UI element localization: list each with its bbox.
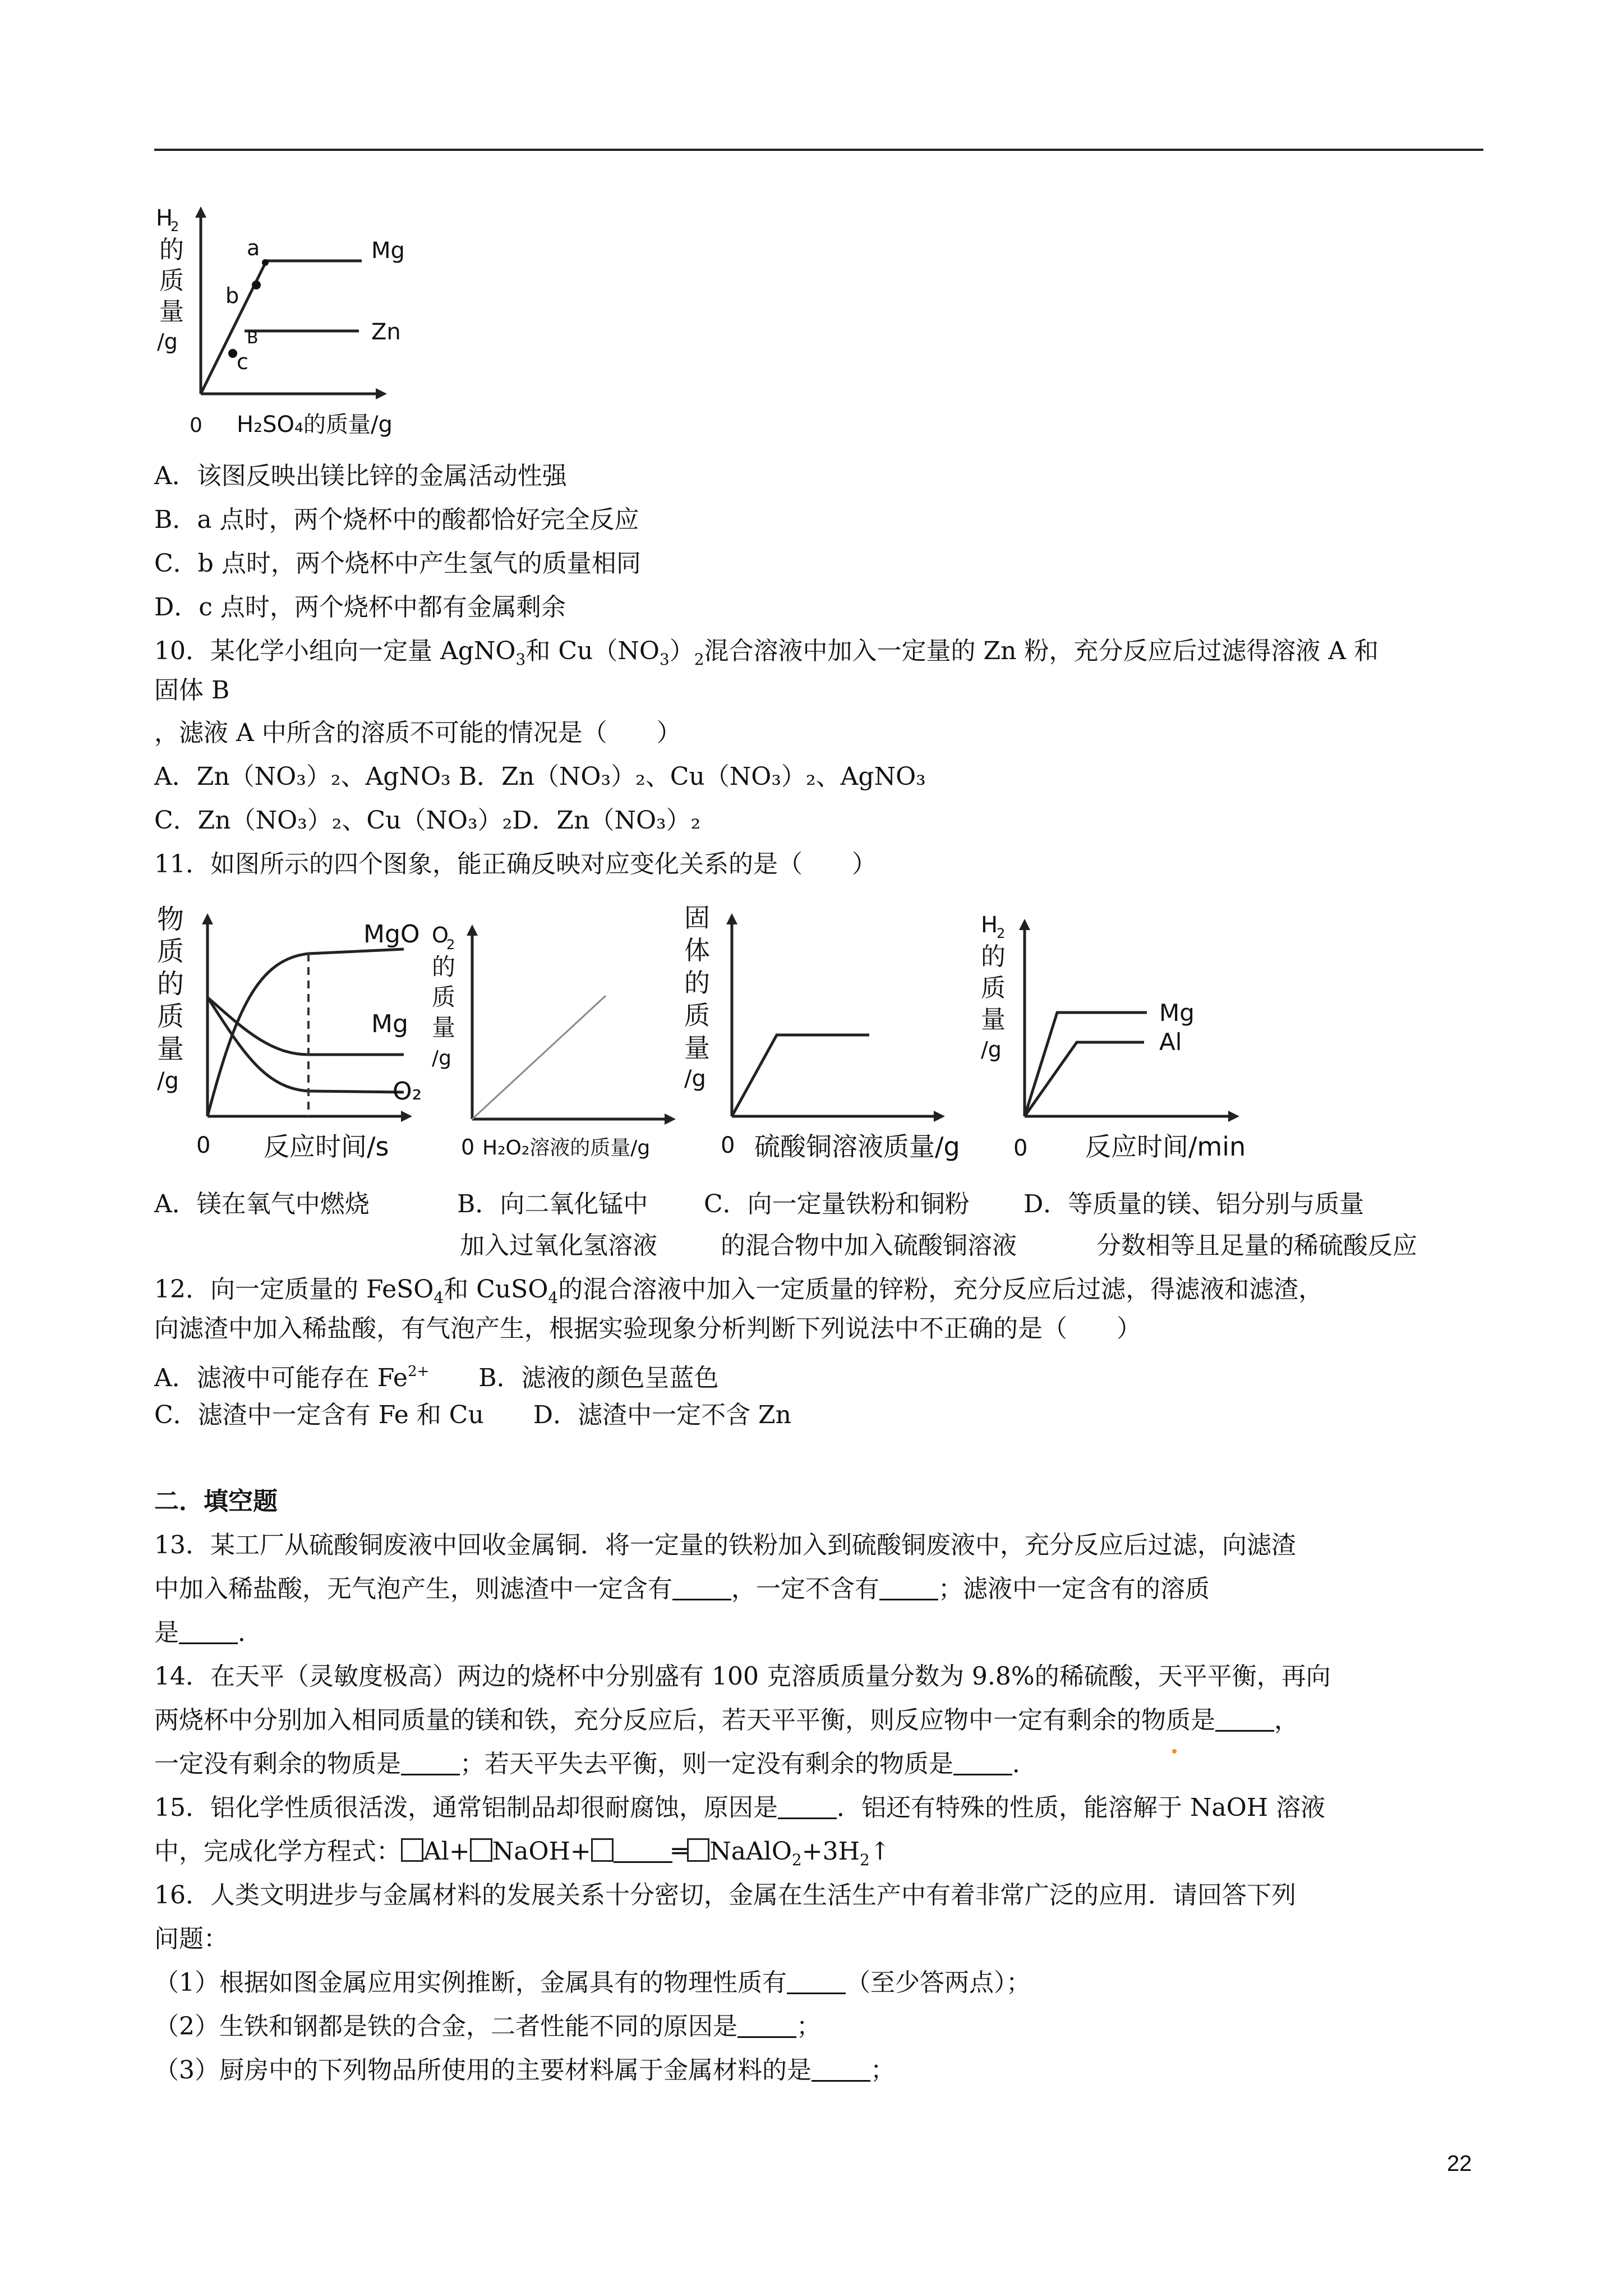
q12-option-c[interactable]: C．滤渣中一定含有 Fe 和 Cu (154, 1401, 484, 1429)
g1-origin: 0 (190, 414, 202, 437)
q10-stem-line1: 10．某化学小组向一定量 AgNO$_3$和 $Cu(NO_3)_2$混合溶液中加入一定量的 Zn 粉，充分反应后过滤得溶液 A 和 (154, 637, 1379, 669)
q15-blank-2[interactable] (614, 1839, 672, 1863)
q11b-ylabel-2: 的 (432, 953, 456, 981)
q11a-origin: 0 (196, 1133, 211, 1158)
q11c-ylabel-4: 量 (684, 1033, 710, 1063)
q11a-ylabel-1: 质 (157, 936, 185, 967)
q11d-xlabel: 反应时间/min (1085, 1131, 1246, 1162)
header-rule (154, 149, 1483, 151)
q11b-ylabel-1: 2 (446, 937, 455, 953)
q11b-xlabel: H₂O₂溶液的质量/g (482, 1137, 651, 1159)
q11-stem: 11．如图所示的四个图象，能正确反映对应变化关系的是（ ） (154, 850, 877, 878)
q11-option-d-line1[interactable]: D．等质量的镁、铝分别与质量 (1023, 1190, 1364, 1218)
q10-option-b[interactable]: B．Zn（NO₃）₂、Cu（NO₃）₂、AgNO₃ (458, 762, 926, 791)
q14-blank-2[interactable] (401, 1751, 460, 1775)
q11c-ylabel-1: 体 (684, 935, 710, 965)
q11-option-a[interactable]: A．镁在氧气中燃烧 (154, 1190, 370, 1218)
q11c-ylabel-3: 质 (684, 1000, 710, 1030)
q16-blank-1[interactable] (787, 1970, 846, 1994)
q11-graph-b (426, 920, 690, 1167)
q10-options-cd (154, 804, 700, 837)
q12-options-ab (154, 1355, 719, 1395)
q12-option-d[interactable]: D．滤渣中一定不含 Zn (533, 1401, 791, 1429)
q11c-origin: 0 (721, 1133, 735, 1158)
q9-option-b[interactable]: B．a 点时，两个烧杯中的酸都恰好完全反应 (154, 505, 639, 534)
q11a-ylabel-2: 的 (157, 968, 185, 1000)
q11a-ylabel-4: 量 (157, 1033, 185, 1065)
q12-option-b[interactable]: B．滤液的颜色呈蓝色 (478, 1364, 719, 1392)
q11a-ylabel-5: /g (157, 1068, 179, 1094)
q16-line2: 问题： (154, 1925, 228, 1953)
q11a-series-mg: Mg (371, 1010, 408, 1038)
q16-sub3: （3）厨房中的下列物品所使用的主要材料属于金属材料的是 ； (154, 2056, 895, 2085)
g1-ylabel-h: H (156, 205, 173, 231)
q11b-ylabel-5: /g (432, 1047, 451, 1070)
q13-blank-3[interactable] (179, 1620, 238, 1644)
q11-graph-a (151, 898, 465, 1167)
q15-line1: 15．铝化学性质很活泼，通常铝制品却很耐腐蚀，原因是 ．铝还有特殊的性质，能溶解于 NaOH 溶液 (154, 1793, 1326, 1822)
q11c-xlabel: 硫酸铜溶液质量/g (754, 1131, 960, 1162)
g1-point-b: b (225, 283, 239, 308)
q11-graph-c (679, 898, 981, 1167)
q11a-ylabel-0: 物 (157, 904, 185, 935)
g1-point-B: B (247, 328, 259, 348)
q11a-series-mgo: MgO (363, 920, 420, 949)
q16-sub2: （2）生铁和钢都是铁的合金，二者性能不同的原因是 ； (154, 2012, 821, 2041)
q9-option-d[interactable]: D．c 点时，两个烧杯中都有金属剩余 (154, 593, 566, 622)
q13-line2: 中加入稀盐酸，无气泡产生，则滤渣中一定含有 ，一定不含有 ；滤液中一定含有的溶质 (154, 1575, 1210, 1603)
g1-point-a: a (247, 236, 260, 260)
q11d-ylabel-1: 2 (997, 926, 1006, 941)
q15-blank-1[interactable] (778, 1795, 837, 1819)
q11b-ylabel-3: 质 (432, 983, 456, 1011)
q14-line3: 一定没有剩余的物质是 ；若天平失去平衡，则一定没有剩余的物质是 ． (154, 1750, 1037, 1778)
q15-coef-box-2[interactable] (470, 1838, 492, 1862)
q14-blank-1[interactable] (1215, 1708, 1274, 1732)
orange-mark (1172, 1749, 1177, 1754)
q11c-ylabel-2: 的 (684, 968, 710, 998)
q11d-origin: 0 (1013, 1135, 1028, 1161)
q11a-ylabel-3: 质 (157, 1001, 185, 1032)
q11-option-d-line2: 分数相等且足量的稀硫酸反应 (1096, 1231, 1417, 1260)
q15-coef-box-3[interactable] (591, 1838, 614, 1862)
q11d-series-al: Al (1159, 1028, 1182, 1056)
q11b-ylabel-4: 量 (432, 1014, 456, 1041)
q16-blank-3[interactable] (811, 2058, 870, 2082)
q11-option-c-line1[interactable]: C．向一定量铁粉和铜粉 (704, 1190, 970, 1218)
q11-option-c-line2: 的混合物中加入硫酸铜溶液 (721, 1231, 1017, 1260)
q9-option-a[interactable]: A．该图反映出镁比锌的金属活动性强 (154, 462, 567, 490)
q11c-ylabel-5: /g (684, 1066, 706, 1092)
q10-stem-line2: 固体 B (154, 676, 230, 705)
q15-line2: 中，完成化学方程式： Al+ NaOH+ ═ $NaAlO_2+3H_2↑$ (154, 1837, 891, 1869)
q12-stem-line2: 向滤渣中加入稀盐酸，有气泡产生，根据实验现象分析判断下列说法中不正确的是（ ） (154, 1314, 1141, 1343)
q11d-series-mg: Mg (1159, 999, 1195, 1027)
q11c-ylabel-0: 固 (684, 903, 710, 933)
q12-stem-line1: 12．向一定质量的 FeSO$_4$和 CuSO$_4$的混合溶液中加入一定质量的锌粉，充分反应后过滤，得滤液和滤渣， (154, 1275, 1324, 1307)
q11d-ylabel-3: 质 (981, 974, 1006, 1002)
q11d-ylabel-4: 量 (981, 1005, 1006, 1034)
section-title-fill-in: 二．填空题 (154, 1487, 278, 1516)
q13-blank-1[interactable] (672, 1576, 731, 1600)
q11b-origin: 0 (461, 1135, 475, 1159)
q16-sub1: （1）根据如图金属应用实例推断，金属具有的物理性质有 （至少答两点）； (154, 1968, 1031, 1997)
q15-coef-box-4[interactable] (687, 1838, 709, 1862)
q13-blank-2[interactable] (879, 1576, 938, 1600)
q9-graph (151, 202, 443, 454)
q14-blank-3[interactable] (953, 1751, 1012, 1775)
q12-options-cd (154, 1399, 791, 1432)
q11d-ylabel-0: H (981, 912, 998, 938)
q15-coef-box-1[interactable] (401, 1838, 423, 1862)
q10-options-ab (154, 761, 926, 793)
g1-point-c: c (237, 349, 248, 374)
g1-series-zn: Zn (371, 319, 401, 345)
q13-line3: 是 ． (154, 1618, 262, 1647)
page-number: 22 (1447, 2151, 1472, 2176)
q11-option-b-line1[interactable]: B．向二氧化锰中 (457, 1190, 648, 1218)
q13-line1: 13．某工厂从硫酸铜废液中回收金属铜．将一定量的铁粉加入到硫酸铜废液中，充分反应后过滤，向滤渣 (154, 1531, 1296, 1559)
q16-blank-2[interactable] (737, 2014, 796, 2038)
q11a-series-o2: O₂ (393, 1077, 422, 1106)
g1-ylabel-liang: 量 (159, 297, 184, 326)
q9-option-c[interactable]: C．b 点时，两个烧杯中产生氢气的质量相同 (154, 549, 641, 578)
q11d-ylabel-2: 的 (981, 942, 1006, 971)
q11b-ylabel-0: O (432, 923, 449, 947)
q11-option-b-line2: 加入过氧化氢溶液 (460, 1231, 657, 1260)
q10-option-c[interactable]: C．Zn（NO₃）₂、Cu（NO₃）₂ (154, 806, 513, 835)
q14-line1: 14．在天平（灵敏度极高）两边的烧杯中分别盛有 100 克溶质质量分数为 9.8%的稀硫酸，天平平衡，再向 (154, 1662, 1331, 1691)
q11-graph-d (973, 909, 1265, 1167)
g1-xlabel: H₂SO₄的质量/g (237, 412, 393, 438)
g1-ylabel-sub: 2 (170, 219, 179, 234)
g1-ylabel-zhi: 质 (159, 266, 184, 295)
g1-ylabel-de: 的 (159, 236, 184, 264)
q11a-xlabel: 反应时间/s (264, 1131, 389, 1162)
q10-stem-line3: ，滤液 A 中所含的溶质不可能的情况是（ ） (154, 719, 681, 747)
q14-line2: 两烧杯中分别加入相同质量的镁和铁，充分反应后，若天平平衡，则反应物中一定有剩余的物质是 ， (154, 1706, 1299, 1734)
g1-ylabel-unit: /g (157, 329, 178, 354)
q10-option-a[interactable]: A．Zn（NO₃）₂、AgNO₃ (154, 762, 451, 791)
g1-series-mg: Mg (371, 238, 405, 264)
q12-option-a[interactable]: A．滤液中可能存在 $Fe^{2+}$ (154, 1363, 430, 1392)
q11d-ylabel-5: /g (981, 1037, 1002, 1062)
q16-line1: 16．人类文明进步与金属材料的发展关系十分密切，金属在生活生产中有着非常广泛的应用．请回答下列 (154, 1881, 1296, 1910)
q10-option-d[interactable]: D．Zn（NO₃）₂ (512, 806, 701, 835)
